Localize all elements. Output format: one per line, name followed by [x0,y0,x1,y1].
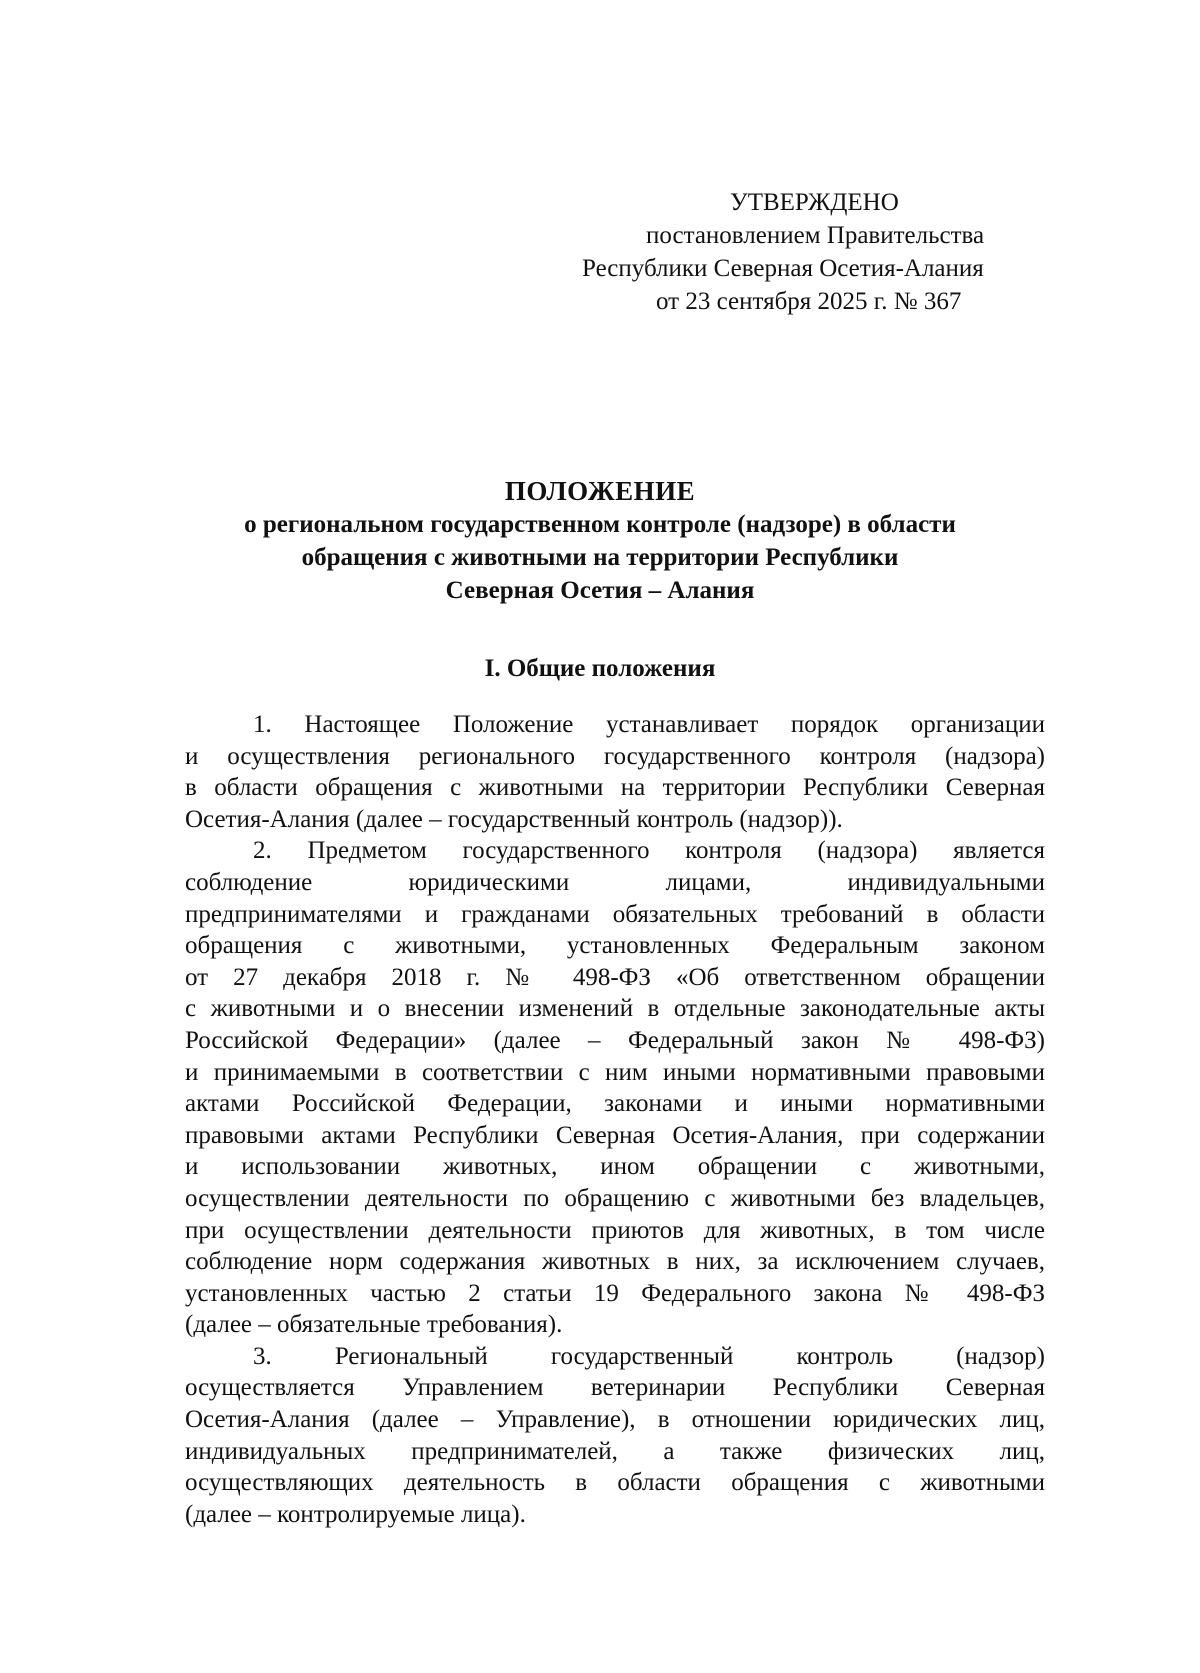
paragraph-1 [185,709,1045,835]
paragraph-line: от 27 декабря 2018 г. № 498-ФЗ «Об ответственном обращении [185,963,1045,991]
paragraph-line: осуществляется Управлением ветеринарии Республики Северная [185,1374,1045,1402]
paragraph-line: актами Российской Федерации, законами и иными нормативными [185,1090,1045,1118]
paragraph-3 [185,1341,1045,1531]
paragraph-line: при осуществлении деятельности приютов для животных, в том числе [185,1216,1045,1244]
paragraph-line: соблюдение юридическими лицами, индивидуальными [185,868,1045,896]
document-title: ПОЛОЖЕНИЕ [504,476,696,506]
paragraph-line: (далее – контролируемые лица). [185,1500,526,1528]
approval-date-line: от 23 сентября 2025 г. № 367 [656,288,962,315]
paragraph-line: обращения с животными, установленных Федеральным законом [185,932,1045,960]
paragraph-line: и использовании животных, ином обращении с животными, [185,1153,1045,1181]
paragraph-line: 2. Предметом государственного контроля (надзора) является [253,837,1045,865]
document-subtitle-line: Северная Осетия – Алания [445,577,755,604]
paragraph-line: Российской Федерации» (далее – Федеральный закон № 498-ФЗ) [185,1026,1045,1054]
document-body [185,709,1045,1530]
paragraph-line: 3. Региональный государственный контроль (надзор) [253,1342,1045,1370]
approval-heading: УТВЕРЖДЕНО [730,189,899,216]
document-subtitle-line: обращения с животными на территории Республики [301,544,899,571]
paragraph-2 [185,835,1045,1341]
paragraph-line: (далее – обязательные требования). [185,1311,563,1339]
approval-line: Республики Северная Осетия-Алания [582,255,984,282]
paragraph-line: установленных частью 2 статьи 19 Федерального закона № 498-ФЗ [185,1279,1045,1307]
paragraph-line: соблюдение норм содержания животных в них, за исключением случаев, [185,1248,1045,1276]
document-title-block [185,475,1015,607]
document-subtitle-line: о региональном государственном контроле (надзоре) в области [244,511,956,538]
paragraph-line: и принимаемыми в соответствии с ним иными нормативными правовыми [185,1058,1045,1086]
approval-stamp-block [560,186,1030,318]
paragraph-line: Осетия-Алания (далее – Управление), в отношении юридических лиц, [185,1406,1045,1434]
paragraph-line: индивидуальных предпринимателей, а также физических лиц, [185,1437,1045,1465]
paragraph-line: и осуществления регионального государственного контроля (надзора) [185,742,1045,770]
paragraph-line: в области обращения с животными на территории Республики Северная [185,774,1045,802]
paragraph-line: правовыми актами Республики Северная Осетия-Алания, при содержании [185,1121,1045,1149]
paragraph-line: 1. Настоящее Положение устанавливает порядок организации [253,711,1045,738]
approval-line: постановлением Правительства [646,222,985,249]
paragraph-line: Осетия-Алания (далее – государственный контроль (надзор)). [185,805,843,833]
paragraph-line: осуществлении деятельности по обращению с животными без владельцев, [185,1184,1045,1212]
section-heading: I. Общие положения [484,655,716,682]
paragraph-line: предпринимателями и гражданами обязательных требований в области [185,900,1045,928]
paragraph-line: осуществляющих деятельность в области обращения с животными [185,1469,1045,1497]
paragraph-line: с животными и о внесении изменений в отдельные законодательные акты [185,995,1045,1023]
